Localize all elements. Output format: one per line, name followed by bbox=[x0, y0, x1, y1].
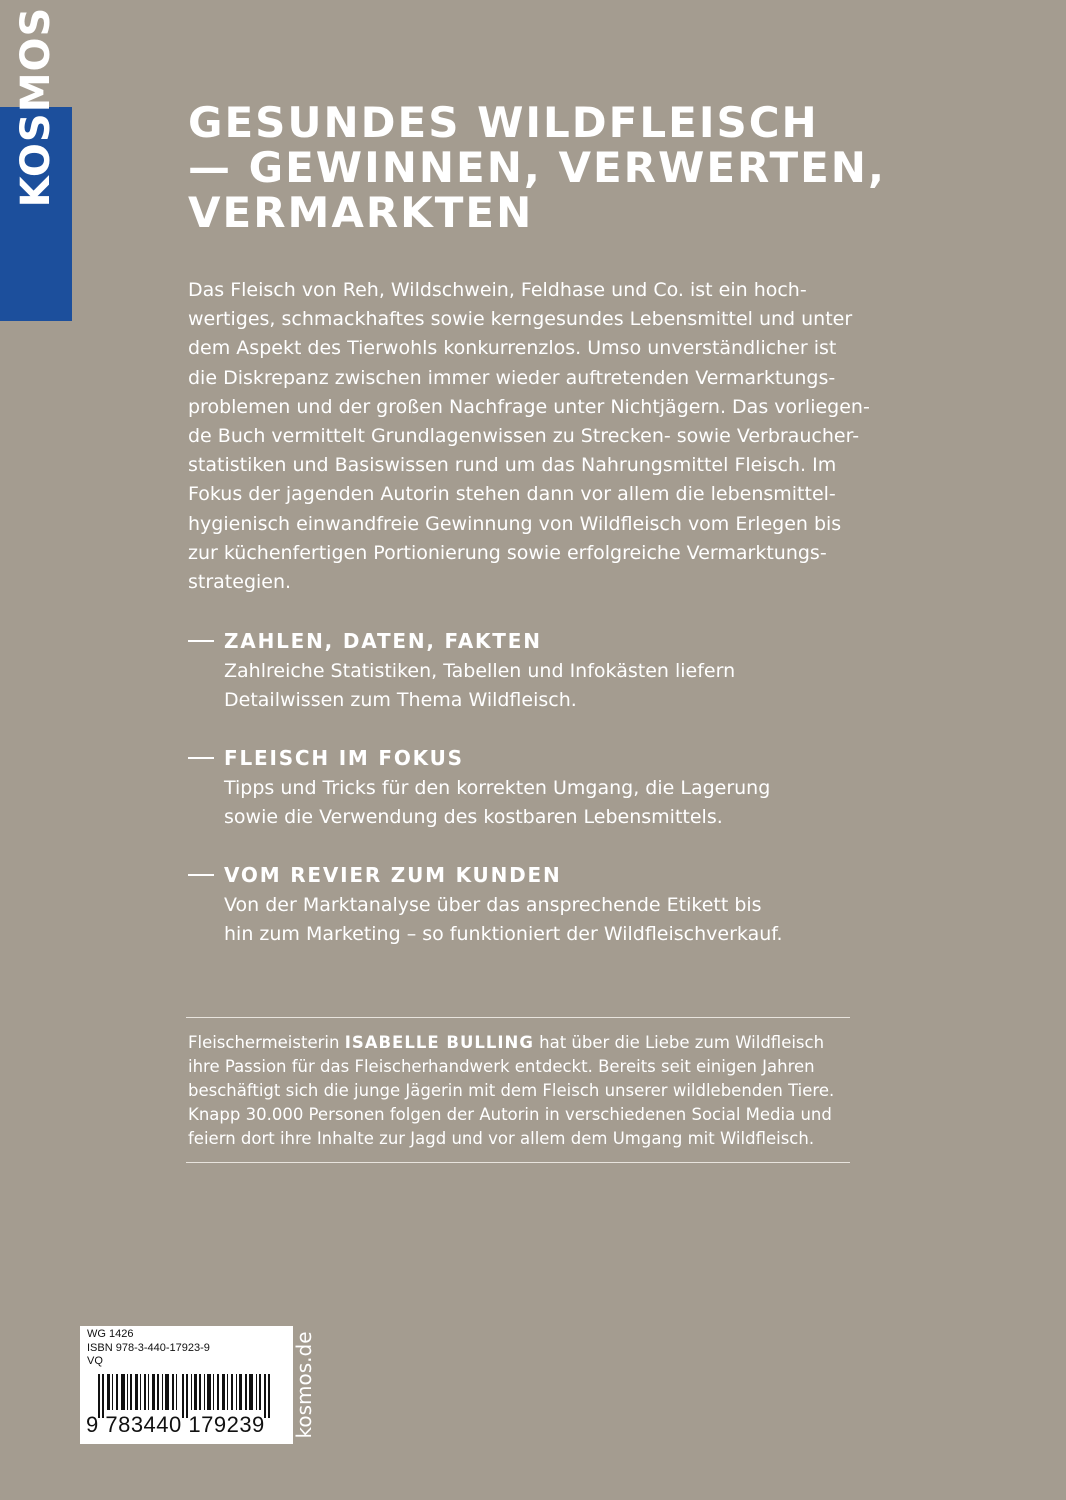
barcode-meta bbox=[87, 1328, 210, 1369]
code: VQ bbox=[87, 1355, 103, 1367]
dash-icon bbox=[188, 757, 214, 759]
dash-icon bbox=[188, 640, 214, 642]
feature-text bbox=[224, 657, 735, 715]
headline-line: VERMARKTEN bbox=[188, 188, 534, 237]
description bbox=[188, 276, 888, 597]
description-line: die Diskrepanz zwischen immer wieder auftretenden Vermarktungs- bbox=[188, 366, 836, 389]
description-line: Fokus der jagenden Autorin stehen dann vor allem die lebensmittel- bbox=[188, 483, 836, 506]
description-line: Das Fleisch von Reh, Wildschwein, Feldhase und Co. ist ein hoch- bbox=[188, 279, 807, 301]
feature-line: sowie die Verwendung des kostbaren Lebensmittels. bbox=[224, 806, 723, 829]
feature-line: Detailwissen zum Thema Wildfleisch. bbox=[224, 689, 577, 712]
kosmos-logo: KOSMOS bbox=[13, 6, 59, 208]
website-url[interactable]: kosmos.de bbox=[292, 1331, 316, 1439]
description-line: wertiges, schmackhaftes sowie kerngesundes Lebensmittel und unter bbox=[188, 308, 853, 331]
feature-title: FLEISCH IM FOKUS bbox=[224, 746, 464, 770]
feature-title: VOM REVIER ZUM KUNDEN bbox=[224, 863, 562, 887]
barcode-digits: 9 783440 179239 bbox=[86, 1412, 265, 1437]
bio-line: feiern dort ihre Inhalte zur Jagd und vor allem dem Umgang mit Wildfleisch. bbox=[188, 1129, 815, 1148]
feature-line: hin zum Marketing – so funktioniert der Wildfleischverkauf. bbox=[224, 923, 783, 946]
isbn: ISBN 978-3-440-17923-9 bbox=[87, 1341, 210, 1354]
feature-line: Von der Marktanalyse über das ansprechende Etikett bis bbox=[224, 894, 762, 916]
bio-line bbox=[188, 1031, 858, 1055]
feature-text bbox=[224, 891, 783, 949]
headline bbox=[188, 100, 908, 235]
description-line: hygienisch einwandfreie Gewinnung von Wildfleisch vom Erlegen bis bbox=[188, 512, 842, 535]
feature-text bbox=[224, 774, 770, 832]
bio-line-rest: hat über die Liebe zum Wildfleisch bbox=[533, 1033, 825, 1052]
bio-line: Knapp 30.000 Personen folgen der Autorin in verschiedenen Social Media und bbox=[188, 1105, 832, 1124]
author-name: ISABELLE BULLING bbox=[344, 1033, 534, 1052]
description-line: zur küchenfertigen Portionierung sowie erfolgreiche Vermarktungs- bbox=[188, 541, 827, 564]
dash-icon bbox=[188, 874, 214, 876]
description-line: statistiken und Basiswissen rund um das Nahrungsmittel Fleisch. Im bbox=[188, 454, 837, 477]
bio-line: ihre Passion für das Fleischerhandwerk entdeckt. Bereits seit einigen Jahren bbox=[188, 1057, 815, 1076]
author-bio bbox=[188, 1031, 858, 1151]
headline-line: — GEWINNEN, VERWERTEN, bbox=[188, 143, 886, 192]
divider-top bbox=[186, 1017, 850, 1018]
bio-line: beschäftigt sich die junge Jägerin mit dem Fleisch unserer wildlebenden Tiere. bbox=[188, 1081, 835, 1100]
wg-number: WG 1426 bbox=[87, 1328, 134, 1340]
bio-prefix: Fleischermeisterin bbox=[188, 1033, 345, 1052]
divider-bottom bbox=[186, 1162, 850, 1163]
feature-line: Zahlreiche Statistiken, Tabellen und Infokästen liefern bbox=[224, 660, 736, 682]
barcode-label bbox=[80, 1326, 293, 1444]
feature-line: Tipps und Tricks für den korrekten Umgang, die Lagerung bbox=[224, 777, 771, 799]
headline-line: GESUNDES WILDFLEISCH bbox=[188, 98, 819, 147]
description-line: de Buch vermittelt Grundlagenwissen zu Strecken- sowie Verbraucher- bbox=[188, 425, 860, 448]
description-line: dem Aspekt des Tierwohls konkurrenzlos. Umso unverständlicher ist bbox=[188, 337, 837, 360]
description-line: problemen und der großen Nachfrage unter Nichtjägern. Das vorliegen- bbox=[188, 395, 870, 418]
feature-title: ZAHLEN, DATEN, FAKTEN bbox=[224, 629, 542, 653]
description-line: strategien. bbox=[188, 571, 292, 594]
